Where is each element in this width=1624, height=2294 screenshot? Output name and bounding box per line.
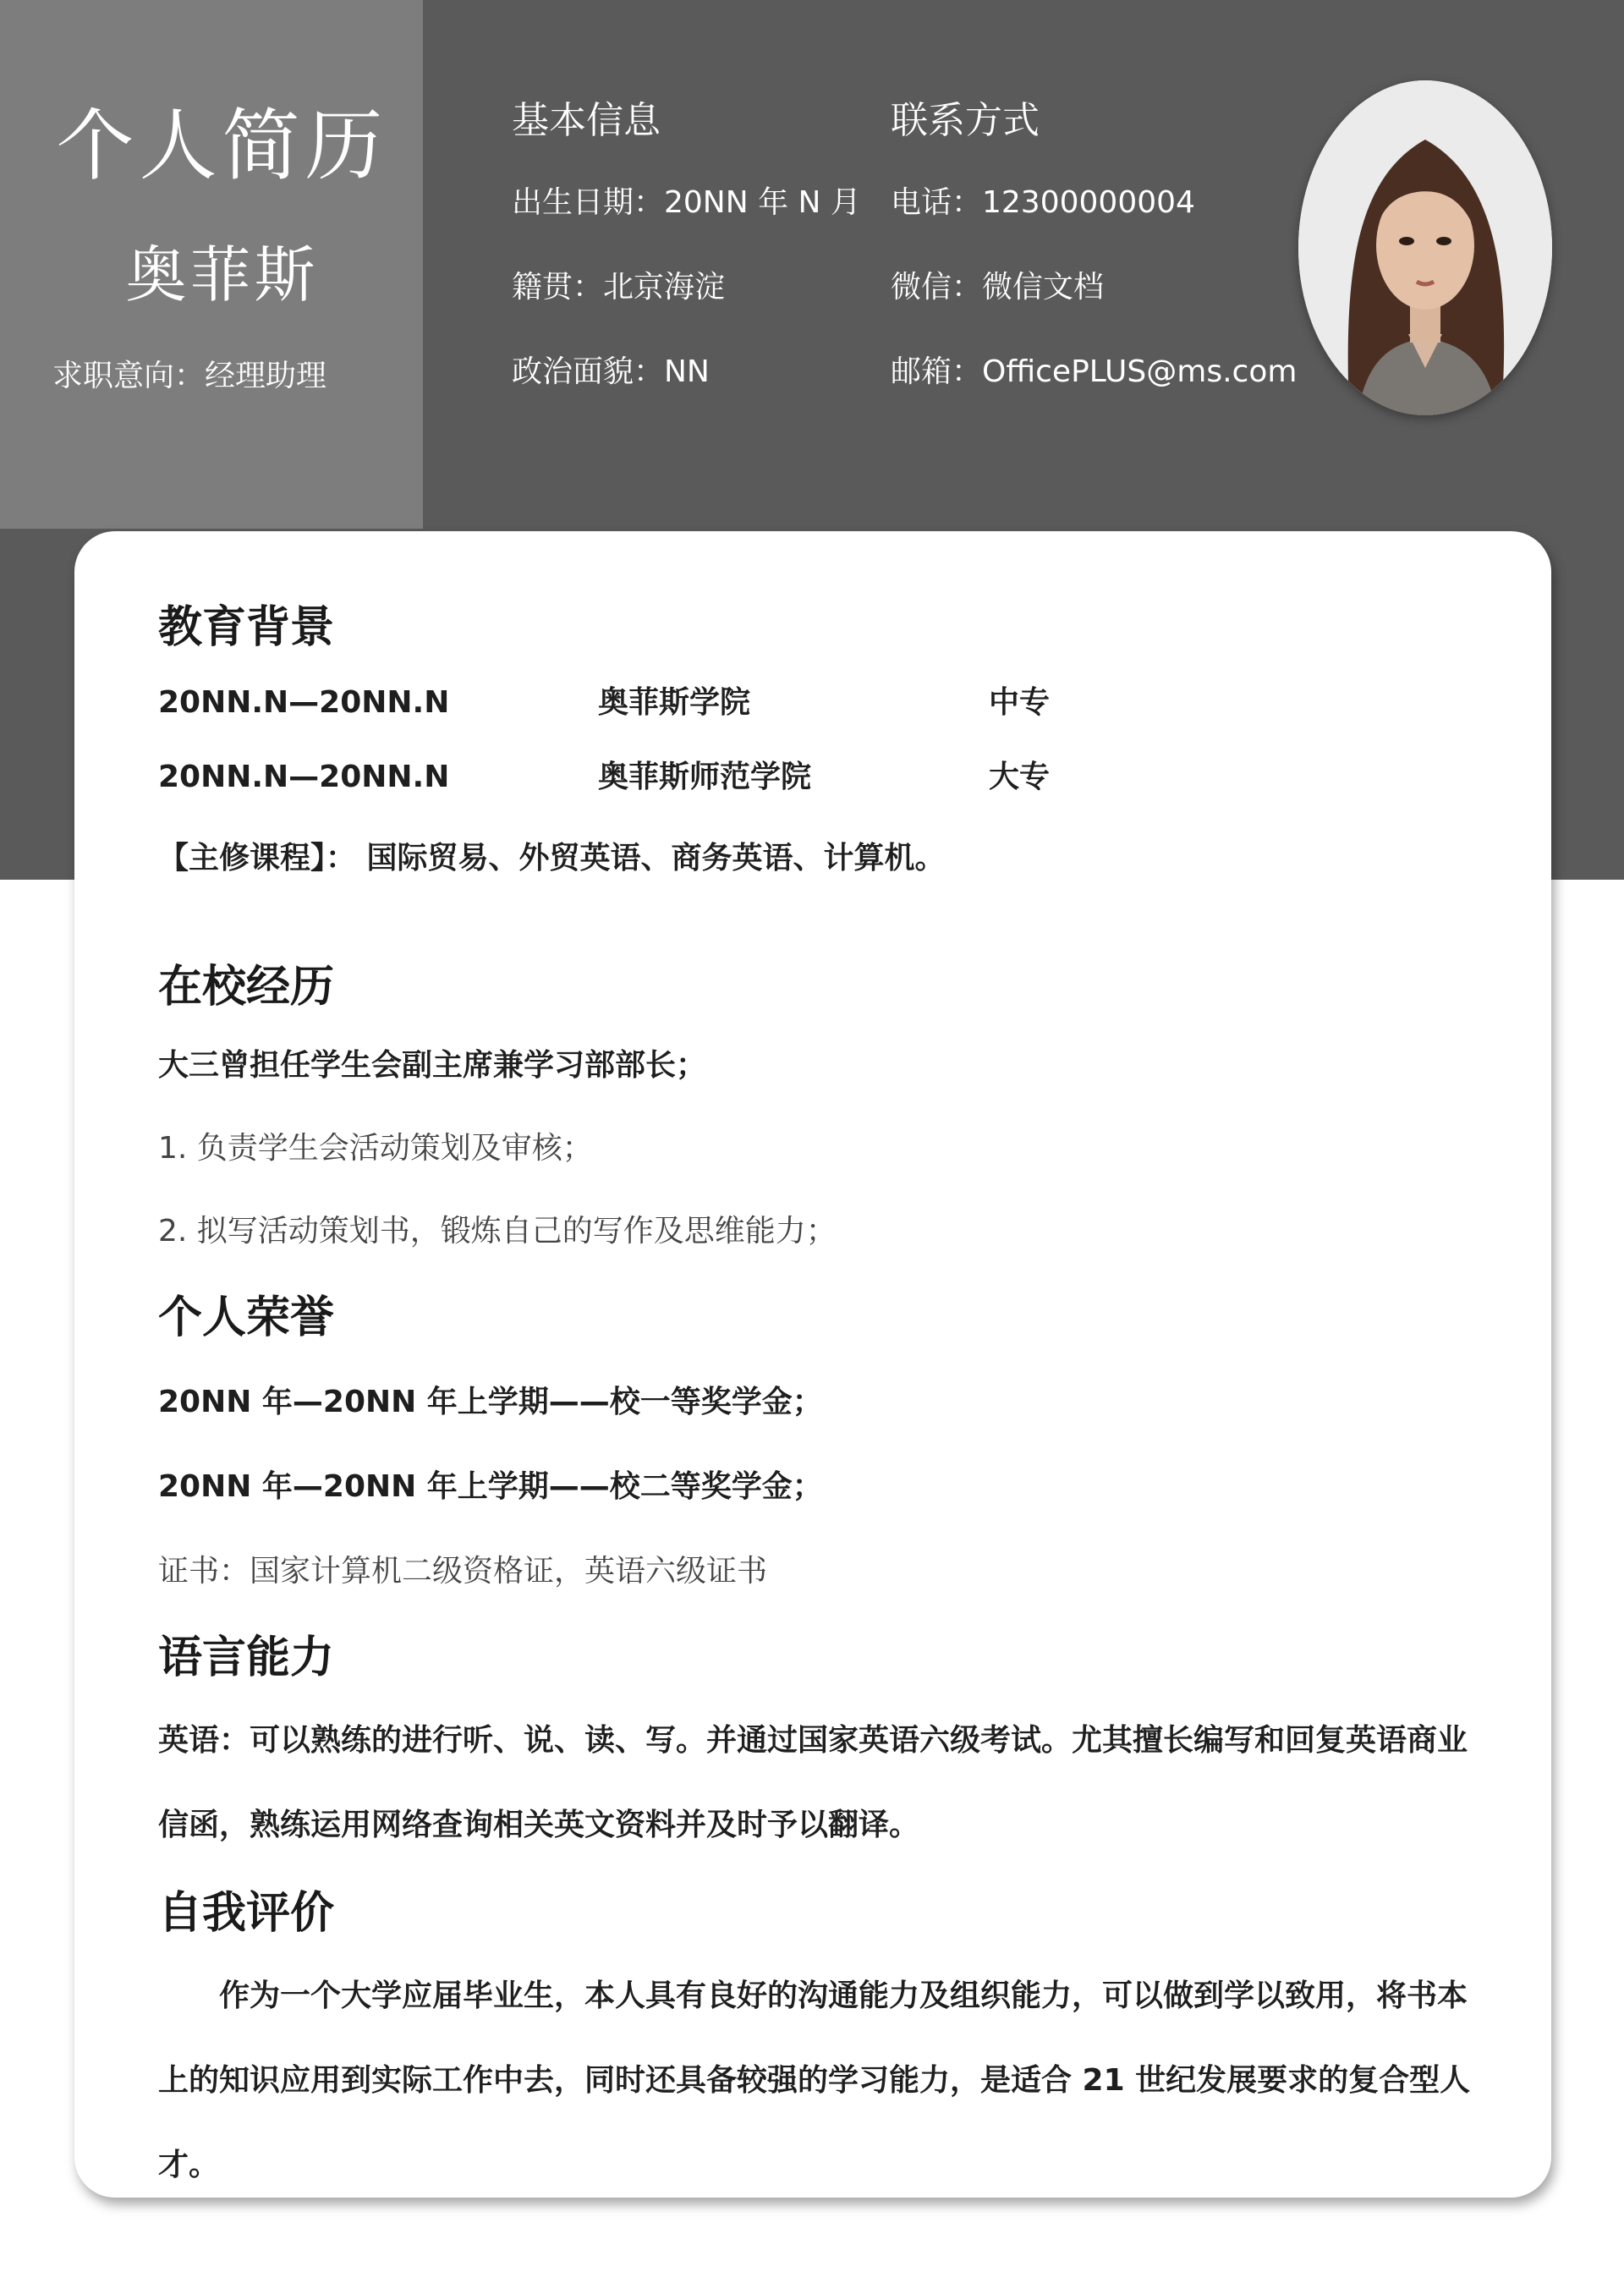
birth-date: 出生日期：20NN 年 N 月	[512, 185, 861, 220]
education-heading: 教育背景	[158, 602, 335, 653]
campus-item: 1. 负责学生会活动策划及审核；	[158, 1131, 593, 1166]
native-place: 籍贯：北京海淀	[512, 270, 726, 305]
email: 邮箱：OfficePLUS@ms.com	[891, 354, 1298, 389]
self-eval-text: 作为一个大学应届毕业生，本人具有良好的沟通能力及组织能力，可以做到学以致用，将书本上的知识应用到实际工作中去，同时还具备较强的学习能力，是适合 21 世纪发展要求的复合型人才。	[158, 1978, 1471, 2182]
self-eval-heading: 自我评价	[158, 1888, 335, 1939]
phone: 电话：12300000004	[891, 185, 1195, 220]
certificates: 证书：国家计算机二级资格证，英语六级证书	[158, 1554, 768, 1589]
honors-heading: 个人荣誉	[158, 1292, 335, 1343]
job-intent: 求职意向：经理助理	[52, 359, 327, 393]
major-courses: 【主修课程】： 国际贸易、外贸英语、商务英语、计算机。	[158, 841, 946, 875]
campus-item: 2. 拟写活动策划书，锻炼自己的写作及思维能力；	[158, 1214, 837, 1249]
education-level: 中专	[989, 685, 1051, 720]
education-row	[158, 756, 1173, 799]
political-status: 政治面貌：NN	[512, 354, 710, 389]
contact-heading: 联系方式	[891, 99, 1040, 142]
education-school: 奥菲斯师范学院	[598, 760, 812, 794]
wechat: 微信：微信文档	[891, 270, 1105, 305]
education-period: 20NN.N—20NN.N	[158, 760, 450, 794]
person-name: 奥菲斯	[125, 239, 319, 310]
profile-photo	[1298, 80, 1552, 415]
honor-item: 20NN 年—20NN 年上学期——校一等奖学金；	[158, 1385, 823, 1419]
education-level: 大专	[989, 760, 1051, 794]
basic-info-heading: 基本信息	[512, 99, 661, 142]
education-row	[158, 682, 1173, 724]
language-heading: 语言能力	[158, 1633, 335, 1683]
contact-column	[891, 97, 1297, 436]
resume-title: 个人简历	[56, 101, 388, 191]
language-text: 英语：可以熟练的进行听、说、读、写。并通过国家英语六级考试。尤其擅长编写和回复英语商业信函，熟练运用网络查询相关英文资料并及时予以翻译。	[158, 1723, 1468, 1842]
title-panel	[0, 0, 423, 529]
campus-summary: 大三曾担任学生会副主席兼学习部部长；	[158, 1048, 707, 1083]
education-school: 奥菲斯学院	[598, 685, 751, 720]
honor-item: 20NN 年—20NN 年上学期——校二等奖学金；	[158, 1469, 823, 1504]
campus-heading: 在校经历	[158, 962, 335, 1013]
education-period: 20NN.N—20NN.N	[158, 685, 450, 720]
basic-info-column	[512, 97, 861, 436]
